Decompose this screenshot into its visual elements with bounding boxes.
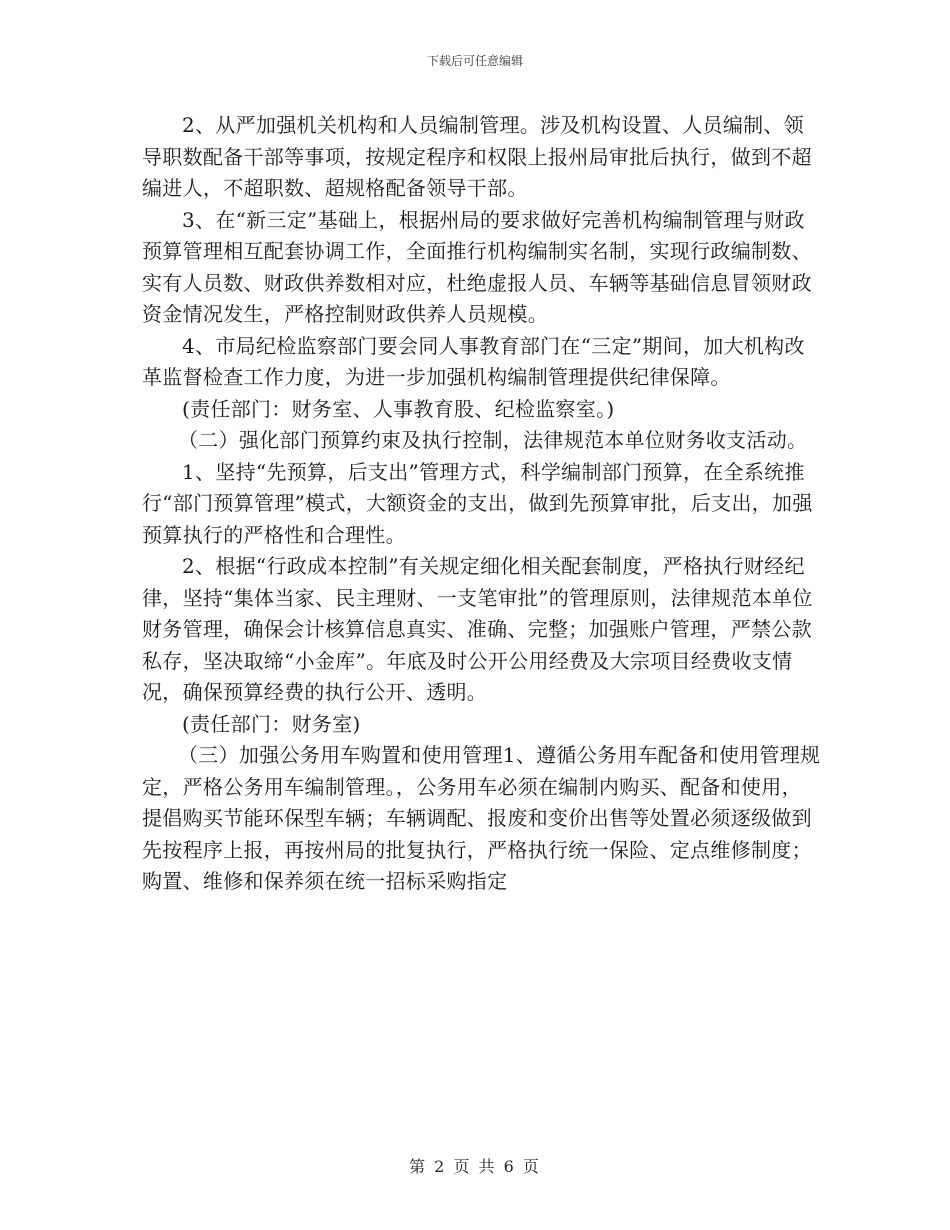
page-header: 下载后可任意编辑 bbox=[426, 54, 523, 68]
section-heading-3: （三）加强公务用车购置和使用管理1、遵循公务用车配备和使用管理规定，严格公务用车编制管理。，公务用车必须在编制内购买、配备和使用，提倡购买节能环保型车辆；车辆调配、报废和变价出售等处置必须逐级做到先按程序上报，再按州局的批复执行，严格执行统一保险、定点维修制度；购置、维修和保养须在统一招标采购指定 bbox=[142, 743, 821, 893]
paragraph-item-3: 3、在“新三定”基础上，根据州局的要求做好完善机构编制管理与财政预算管理相互配套协调工作，全面推行机构编制实名制，实现行政编制数、实有人员数、财政供养数相对应，杜绝虚报人员、车辆等基础信息冒领财政资金情况发生，严格控制财政供养人员规模。 bbox=[142, 207, 812, 326]
page-footer: 第 2 页 共 6 页 bbox=[409, 1157, 541, 1176]
paragraph-item-4: 4、市局纪检监察部门要会同人事教育部门在“三定”期间，加大机构改革监督检查工作力度，为进一步加强机构编制管理提供纪律保障。 bbox=[142, 333, 805, 389]
paragraph-item-budget-2: 2、根据“行政成本控制”有关规定细化相关配套制度，严格执行财经纪律，坚持“集体当家、民主理财、一支笔审批”的管理原则，法律规范本单位财务管理，确保会计核算信息真实、准确、完整；加强账户管理，严禁公款私存，坚决取缔“小金库”。年底及时公开公用经费及大宗项目经费收支情况，确保预算经费的执行公开、透明。 bbox=[142, 554, 813, 704]
document-body bbox=[142, 110, 822, 898]
section-heading-2: （二）强化部门预算约束及执行控制，法律规范本单位财务收支活动。 bbox=[178, 428, 808, 452]
responsible-department-note-1: (责任部门：财务室、人事教育股、纪检监察室。) bbox=[182, 396, 615, 421]
paragraph-item-2: 2、从严加强机关机构和人员编制管理。涉及机构设置、人员编制、领导职数配备干部等事项，按规定程序和权限上报州局审批后执行，做到不超编进人，不超职数、超规格配备领导干部。 bbox=[142, 113, 812, 200]
responsible-department-note-2: (责任部门：财务室) bbox=[182, 711, 361, 736]
paragraph-item-budget-1: 1、坚持“先预算，后支出”管理方式，科学编制部门预算，在全系统推行“部门预算管理”模式，大额资金的支出，做到先预算审批，后支出，加强预算执行的严格性和合理性。 bbox=[142, 459, 813, 547]
